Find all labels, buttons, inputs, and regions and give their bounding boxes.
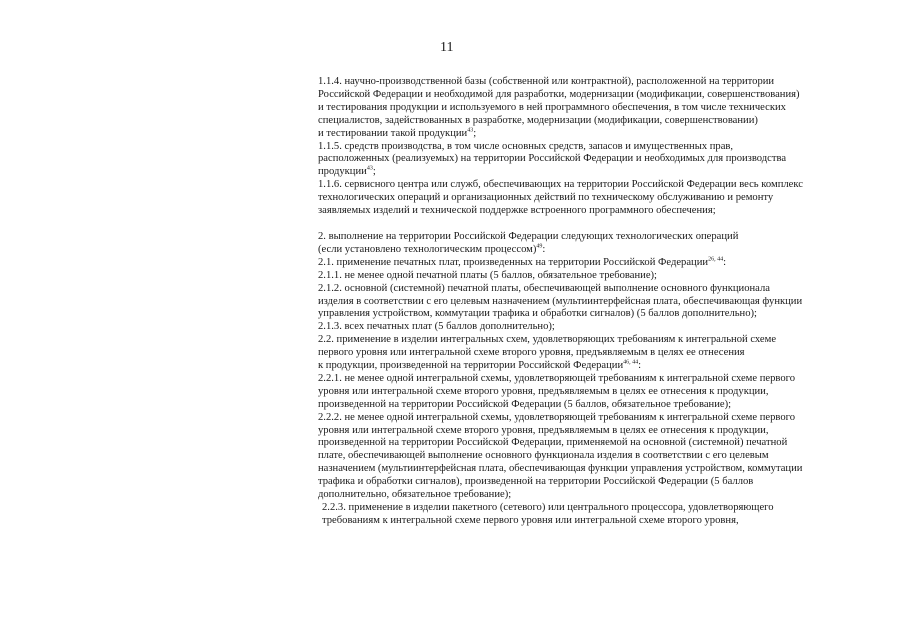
line-text: 2.1.1. не менее одной печатной платы (5 баллов, обязательное требование); <box>318 269 658 281</box>
text-line <box>318 489 878 502</box>
footnote-reference: 49 <box>536 243 543 250</box>
line-text: (если установлено технологическим процессом) <box>318 243 537 255</box>
line-text: продукции <box>318 166 367 178</box>
line-text: назначением (мультиинтерфейсная плата, обеспечивающая функции управления устройством, коммутации <box>318 463 803 475</box>
blank-line <box>318 218 878 231</box>
line-text: произведенной на территории Российской Федерации, применяемой на основной (системной) печатной <box>318 437 788 449</box>
line-text: требованиям к интегральной схеме первого уровня или интегральной схеме второго уровня, <box>322 514 739 526</box>
text-line <box>318 321 878 334</box>
text-line <box>318 205 878 218</box>
line-punctuation: ; <box>372 166 376 178</box>
page-number: 11 <box>440 40 454 55</box>
text-line <box>318 386 878 399</box>
line-text: 1.1.5. средств производства, в том числе основных средств, запасов и имущественных прав, <box>318 140 734 152</box>
paragraph <box>318 373 878 412</box>
text-line <box>318 412 878 425</box>
text-line <box>318 166 878 179</box>
text-line <box>318 270 878 283</box>
text-line <box>318 115 878 128</box>
text-line <box>318 437 878 450</box>
paragraph <box>318 76 878 141</box>
paragraph <box>318 283 878 322</box>
footnote-reference: 43 <box>366 165 373 172</box>
line-text: 2.2.2. не менее одной интегральной схемы, удовлетворяющей требованиям к интегральной схеме первого <box>318 411 796 423</box>
text-line <box>318 102 878 115</box>
line-text: трафика и обработки сигналов), произведенной на территории Российской Федерации (5 баллов <box>318 476 754 488</box>
line-text: уровня или интегральной схеме второго уровня, предъявляемым в целях ее отнесения к продукции, <box>318 424 769 436</box>
text-line <box>318 296 878 309</box>
line-text: 2.1.3. всех печатных плат (5 баллов дополнительно); <box>318 321 555 333</box>
line-text: и тестировании такой продукции <box>318 127 468 139</box>
text-line <box>318 153 878 166</box>
text-line <box>318 244 878 257</box>
line-text: первого уровня или интегральной схеме второго уровня, предъявляемым в целях ее отнесения <box>318 347 745 359</box>
footnote-reference: 26, 44 <box>708 256 724 263</box>
text-line <box>318 283 878 296</box>
text-line <box>318 308 878 321</box>
paragraph <box>318 502 878 528</box>
line-text: технологических операций и организационных действий по техническому обслуживанию и ремонту <box>318 192 774 204</box>
line-text: 2.2. применение в изделии интегральных схем, удовлетворяющих требованиям к интегральной схеме <box>318 334 777 346</box>
paragraph <box>318 270 878 283</box>
paragraph <box>318 231 878 257</box>
text-line <box>318 231 878 244</box>
paragraph <box>318 334 878 373</box>
line-text: 2.1. применение печатных плат, произведенных на территории Российской Федерации <box>318 256 709 268</box>
line-punctuation: : <box>638 360 642 372</box>
line-text: произведенной на территории Российской Федерации (5 баллов, обязательное требование); <box>318 398 732 410</box>
text-line <box>318 347 878 360</box>
text-line <box>318 450 878 463</box>
text-line <box>318 192 878 205</box>
text-line <box>318 141 878 154</box>
footnote-reference: 46, 44 <box>623 359 639 366</box>
paragraph <box>318 257 878 270</box>
text-line <box>318 463 878 476</box>
text-line <box>322 502 878 515</box>
text-line <box>318 179 878 192</box>
line-text: заявляемых изделий и технической поддержке встроенного программного обеспечения; <box>318 205 716 217</box>
line-punctuation: : <box>542 243 546 255</box>
text-line <box>318 476 878 489</box>
text-line <box>318 360 878 373</box>
line-text: 2.2.3. применение в изделии пакетного (сетевого) или центрального процессора, удовлетворяющего <box>322 502 774 513</box>
text-line <box>318 373 878 386</box>
text-line <box>318 257 878 270</box>
line-text: специалистов, задействованных в разработке, модернизации (модификации, совершенствовании) <box>318 114 758 126</box>
text-line <box>318 334 878 347</box>
line-text: изделия в соответствии с его целевым назначением (мультиинтерфейсная плата, обеспечивающая функции <box>318 295 803 307</box>
line-text: 1.1.4. научно-производственной базы (собственной или контрактной), расположенной на территории <box>318 76 775 87</box>
line-text: 1.1.6. сервисного центра или служб, обеспечивающих на территории Российской Федерации весь комплекс <box>318 179 803 191</box>
line-punctuation: ; <box>473 127 477 139</box>
footnote-reference: 43 <box>467 127 474 134</box>
text-line <box>318 425 878 438</box>
line-text: к продукции, произведенной на территории Российской Федерации <box>318 360 624 372</box>
line-text: 2.1.2. основной (системной) печатной платы, обеспечивающей выполнение основного функционала <box>318 282 770 294</box>
line-text: расположенных (реализуемых) на территории Российской Федерации и необходимых для производства <box>318 153 787 165</box>
text-line <box>322 515 878 528</box>
paragraph <box>318 179 878 218</box>
paragraph <box>318 321 878 334</box>
text-line <box>318 76 878 89</box>
line-text: плате, обеспечивающей выполнение основного функционала изделия в соответствии с его целевым <box>318 450 769 462</box>
line-text: и тестирования продукции и используемого в ней программного обеспечения, в том числе технических <box>318 101 786 113</box>
line-text: дополнительно, обязательное требование); <box>318 489 512 501</box>
line-text: управления устройством, коммутации трафика и обработки сигналов) (5 баллов дополнительно); <box>318 308 757 320</box>
text-line <box>318 128 878 141</box>
text-line <box>318 399 878 412</box>
text-line <box>318 89 878 102</box>
paragraph <box>318 141 878 180</box>
paragraph <box>318 412 878 502</box>
line-punctuation: : <box>723 256 727 268</box>
line-text: 2.2.1. не менее одной интегральной схемы, удовлетворяющей требованиям к интегральной схеме первого <box>318 372 796 384</box>
line-text: 2. выполнение на территории Российской Федерации следующих технологических операций <box>318 230 739 242</box>
line-text: уровня или интегральной схеме второго уровня, предъявляемым в целях ее отнесения к продукции, <box>318 385 769 397</box>
document-body <box>318 76 878 528</box>
line-text: Российской Федерации и необходимой для разработки, модернизации (модификации, совершенствования) <box>318 88 800 100</box>
